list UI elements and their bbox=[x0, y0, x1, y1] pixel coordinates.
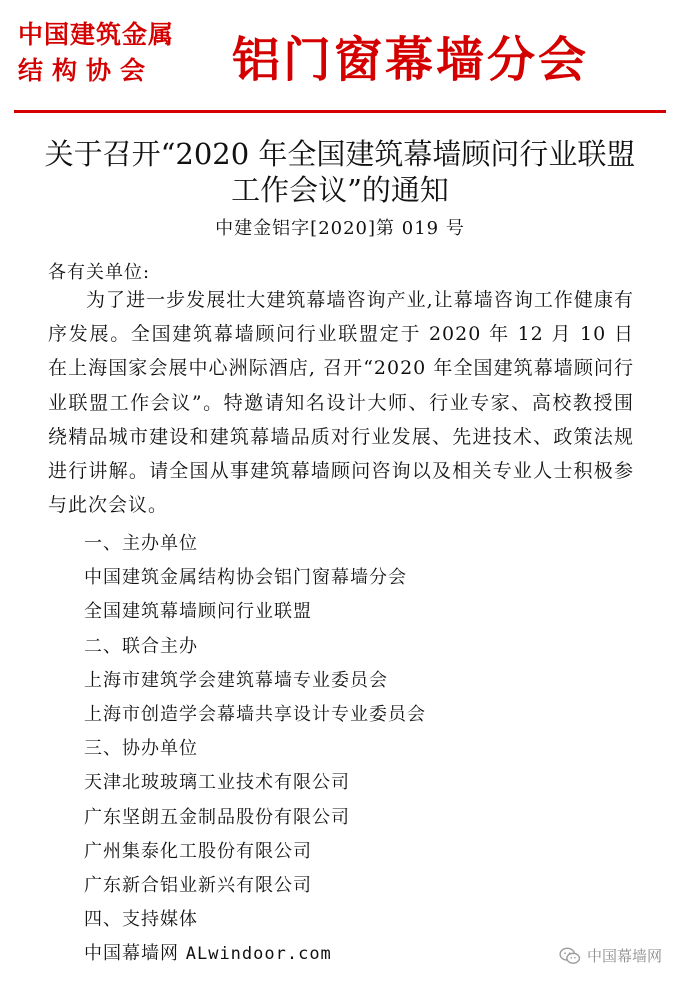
list-item: 广州集泰化工股份有限公司 bbox=[84, 840, 312, 862]
media-name: 中国幕墙网 bbox=[84, 943, 179, 965]
list-item: 中国建筑金属结构协会铝门窗幕墙分会 bbox=[84, 567, 407, 589]
list-item-media bbox=[84, 937, 426, 971]
notice-title-line2: 工作会议”的通知 bbox=[231, 173, 449, 207]
list-item: 天津北玻玻璃工业技术有限公司 bbox=[84, 772, 350, 794]
section-heading-media: 四、支持媒体 bbox=[84, 909, 198, 931]
list-item: 全国建筑幕墙顾问行业联盟 bbox=[84, 601, 312, 623]
branch-name: 铝门窗幕墙分会 bbox=[232, 32, 590, 88]
section-heading-host: 一、主办单位 bbox=[84, 533, 198, 554]
notice-title-line1: 关于召开“2020 年全国建筑幕墙顾问行业联盟 bbox=[44, 137, 636, 171]
list-item: 广东坚朗五金制品股份有限公司 bbox=[84, 806, 350, 828]
section-heading-cohost: 二、联合主办 bbox=[84, 635, 198, 657]
media-url: ALwindoor.com bbox=[185, 944, 332, 965]
wechat-icon bbox=[559, 947, 581, 965]
org-name bbox=[18, 18, 174, 90]
notice-body: 为了进一步发展壮大建筑幕墙咨询产业,让幕墙咨询工作健康有序发展。全国建筑幕墙顾问行业联盟定于 2020 年 12 月 10 日在上海国家会展中心洲际酒店, 召开“2020 年全国建筑幕墙顾问行业联盟工作会议”。特邀请知名设计大师、行业专家、高校教授围绕精品城市建设和建筑幕墙品质对行业发展、先进技术、政策法规进行讲解。请全国从事建筑幕墙顾问咨询以及相关专业人士积极参与此次会议。 bbox=[48, 289, 634, 517]
list-item: 上海市建筑学会建筑幕墙专业委员会 bbox=[84, 669, 388, 691]
section-list bbox=[84, 527, 426, 972]
list-item: 广东新合铝业新兴有限公司 bbox=[84, 875, 312, 897]
list-item: 上海市创造学会幕墙共享设计专业委员会 bbox=[84, 704, 426, 726]
salutation: 各有关单位: bbox=[48, 262, 151, 283]
header-divider bbox=[14, 110, 666, 113]
document-number: 中建金铝字[2020]第 019 号 bbox=[215, 218, 465, 239]
org-name-line2: 结构协会 bbox=[18, 56, 155, 85]
watermark bbox=[559, 945, 662, 966]
section-heading-coorganizer: 三、协办单位 bbox=[84, 738, 198, 760]
watermark-text: 中国幕墙网 bbox=[586, 947, 662, 965]
org-name-line1: 中国建筑金属 bbox=[18, 20, 175, 49]
